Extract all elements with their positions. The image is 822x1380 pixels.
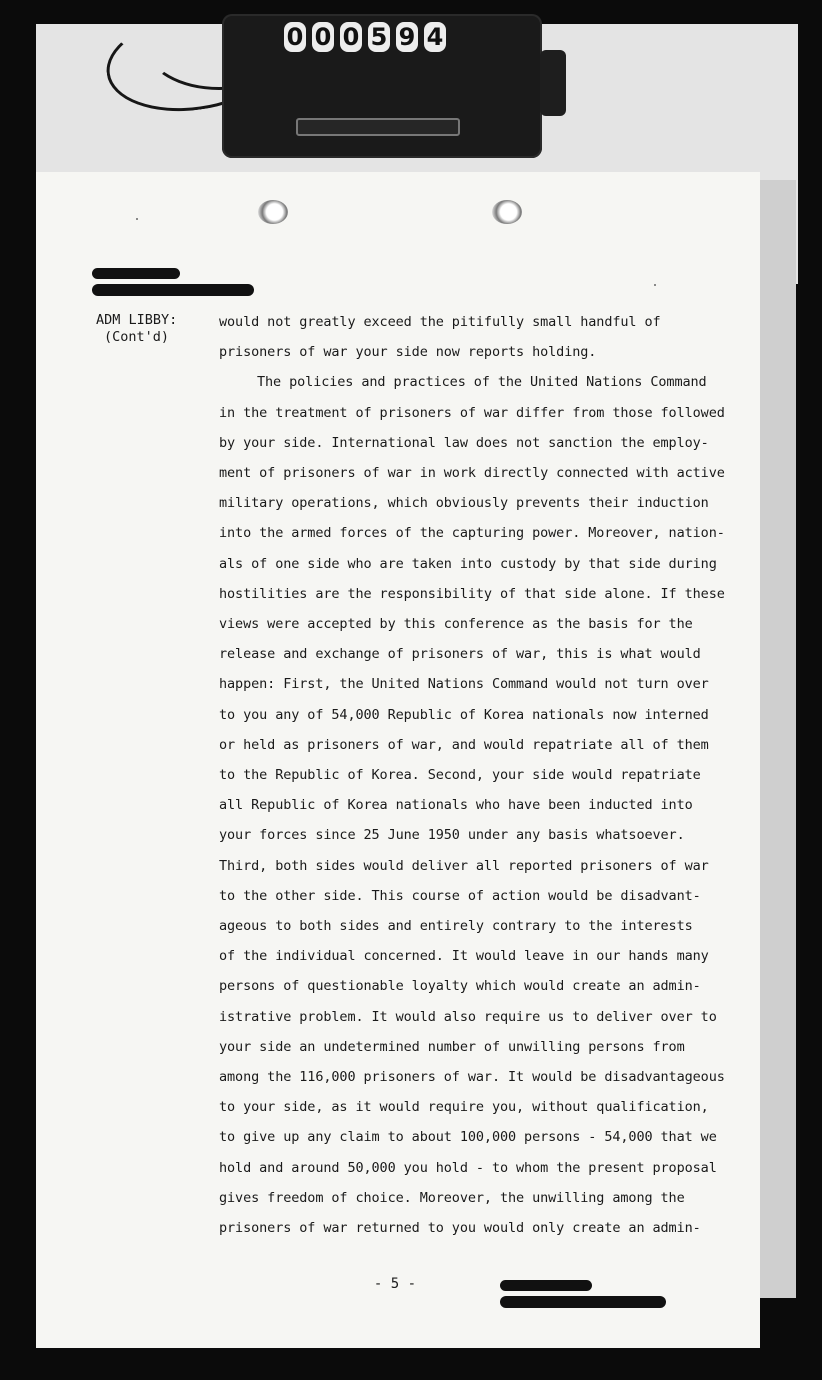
frame-counter-device bbox=[222, 14, 542, 158]
text-line: release and exchange of prisoners of war, this is what would bbox=[219, 646, 701, 663]
punch-hole bbox=[492, 200, 522, 224]
text-line: military operations, which obviously prevents their induction bbox=[219, 495, 709, 512]
text-line: happen: First, the United Nations Command would not turn over bbox=[219, 676, 709, 693]
punch-hole bbox=[258, 200, 288, 224]
text-line: to give up any claim to about 100,000 persons - 54,000 that we bbox=[219, 1129, 717, 1146]
text-line: als of one side who are taken into custody by that side during bbox=[219, 555, 717, 572]
text-line: prisoners of war returned to you would only create an admin- bbox=[219, 1220, 701, 1237]
film-speck bbox=[136, 218, 138, 220]
counter-digit: 0 bbox=[284, 22, 306, 52]
text-line: in the treatment of prisoners of war differ from those followed bbox=[219, 404, 725, 421]
text-line: hold and around 50,000 you hold - to whom the present proposal bbox=[219, 1159, 717, 1176]
counter-digit: 9 bbox=[396, 22, 418, 52]
text-line: ment of prisoners of war in work directly connected with active bbox=[219, 465, 725, 482]
page-number: - 5 - bbox=[373, 1276, 417, 1292]
text-line: of the individual concerned. It would leave in our hands many bbox=[219, 948, 709, 965]
text-line: gives freedom of choice. Moreover, the unwilling among the bbox=[219, 1189, 685, 1206]
document-body bbox=[219, 307, 739, 1243]
frame-counter-digits bbox=[284, 22, 446, 62]
text-line: all Republic of Korea nationals who have been inducted into bbox=[219, 797, 693, 814]
speaker-name: ADM LIBBY: bbox=[96, 312, 178, 328]
text-line: to the other side. This course of action would be disadvant- bbox=[219, 887, 701, 904]
text-line: to the Republic of Korea. Second, your side would repatriate bbox=[219, 767, 701, 784]
text-line: istrative problem. It would also require us to deliver over to bbox=[219, 1008, 717, 1025]
film-speck bbox=[654, 284, 656, 286]
text-line: your side an undetermined number of unwilling persons from bbox=[219, 1038, 685, 1055]
counter-knob bbox=[540, 50, 566, 116]
page-edge-shadow bbox=[760, 180, 796, 1298]
text-line: among the 116,000 prisoners of war. It would be disadvantageous bbox=[219, 1069, 725, 1086]
counter-digit: 0 bbox=[312, 22, 334, 52]
text-line: Third, both sides would deliver all reported prisoners of war bbox=[219, 857, 709, 874]
counter-digit: 0 bbox=[340, 22, 362, 52]
counter-slot bbox=[296, 118, 460, 136]
text-line: views were accepted by this conference as the basis for the bbox=[219, 616, 693, 633]
text-line: into the armed forces of the capturing power. Moreover, nation- bbox=[219, 525, 725, 542]
text-line: or held as prisoners of war, and would repatriate all of them bbox=[219, 736, 709, 753]
redaction-bar bbox=[92, 268, 180, 279]
text-line: prisoners of war your side now reports holding. bbox=[219, 344, 597, 361]
text-line: persons of questionable loyalty which would create an admin- bbox=[219, 978, 701, 995]
text-line: The policies and practices of the United Nations Command bbox=[257, 374, 707, 391]
redaction-bar bbox=[500, 1296, 666, 1308]
text-line: would not greatly exceed the pitifully small handful of bbox=[219, 314, 661, 330]
redaction-bar bbox=[92, 284, 254, 296]
counter-digit: 5 bbox=[368, 22, 390, 52]
redaction-bar bbox=[500, 1280, 592, 1291]
text-line: your forces since 25 June 1950 under any basis whatsoever. bbox=[219, 827, 685, 844]
counter-digit: 4 bbox=[424, 22, 446, 52]
speaker-label bbox=[96, 312, 206, 346]
text-line: to you any of 54,000 Republic of Korea nationals now interned bbox=[219, 706, 709, 723]
text-line: hostilities are the responsibility of that side alone. If these bbox=[219, 585, 725, 602]
text-line: to your side, as it would require you, without qualification, bbox=[219, 1099, 709, 1116]
speaker-continued: (Cont'd) bbox=[104, 329, 170, 345]
text-line: ageous to both sides and entirely contrary to the interests bbox=[219, 918, 693, 935]
text-line: by your side. International law does not sanction the employ- bbox=[219, 434, 709, 451]
